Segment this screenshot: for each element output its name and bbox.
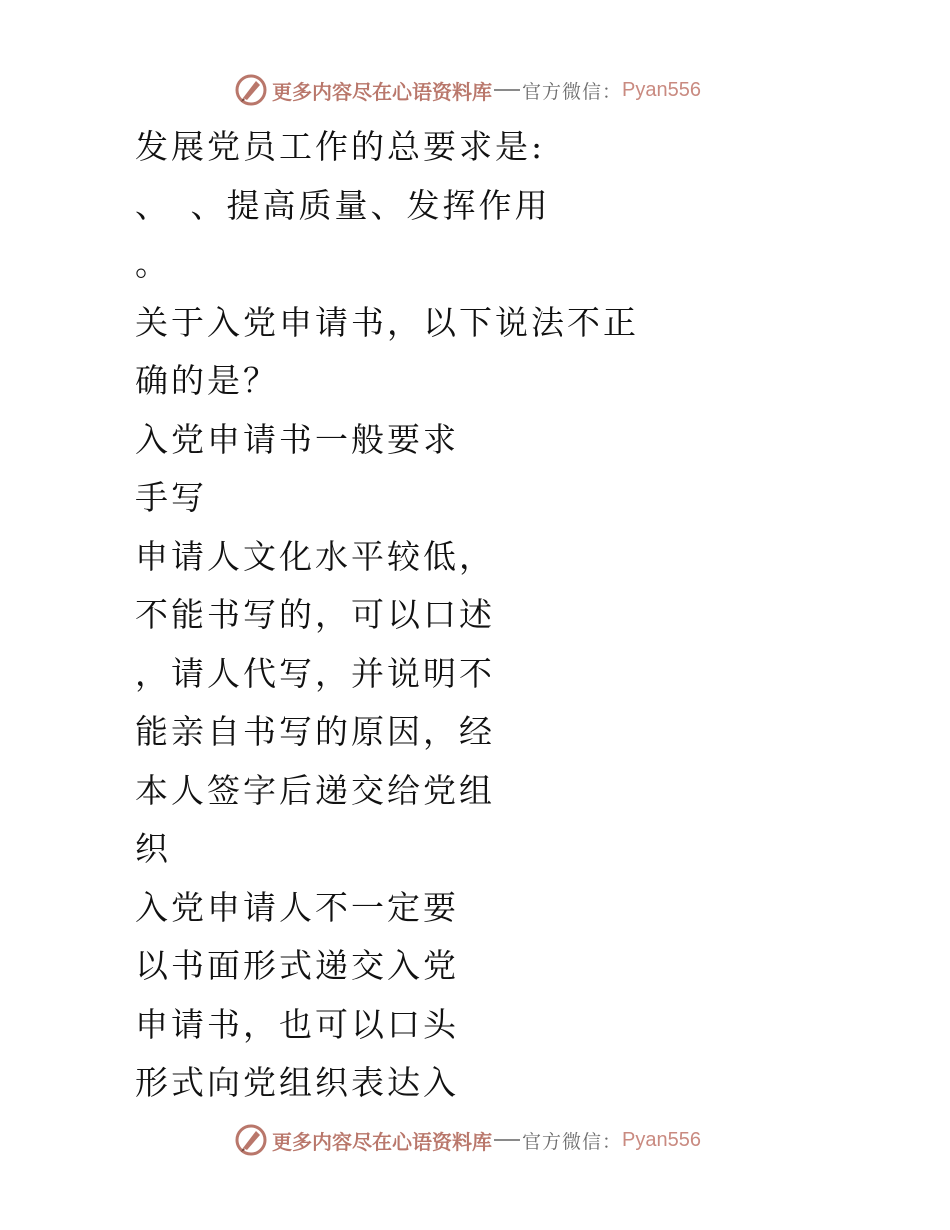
text-line: 确的是？ <box>135 361 279 400</box>
text-line: 发展党员工作的总要求是: <box>135 127 546 166</box>
pen-logo-icon <box>234 1123 268 1157</box>
text-line: 能亲自书写的原因，经 <box>135 712 495 751</box>
banner-brand-text: 更多内容尽在心语资料库 <box>272 79 492 104</box>
banner-wechat-id: Pyan556 <box>622 1128 701 1151</box>
text-line: 入党申请书一般要求 <box>135 419 459 459</box>
banner-dash <box>494 1139 520 1141</box>
text-line: 申请人文化水平较低， <box>135 536 495 576</box>
text-line: 申请书，也可以口头 <box>135 1004 459 1044</box>
banner-wechat-id: Pyan556 <box>622 78 701 101</box>
text-line: 手写 <box>135 478 207 517</box>
text-line: 形式向党组织表达入 <box>135 1063 459 1102</box>
banner-official-label: 官方微信： <box>522 80 623 103</box>
banner-dash <box>494 89 520 91</box>
text-line: ，请人代写，并说明不 <box>135 653 495 693</box>
header-watermark-banner <box>234 70 701 110</box>
document-body <box>135 118 835 1113</box>
text-line: 、 、提高质量、发挥作用 <box>135 185 551 225</box>
footer-watermark-banner <box>234 1120 701 1160</box>
text-line: 织 <box>135 829 171 868</box>
banner-brand-text: 更多内容尽在心语资料库 <box>272 1129 492 1154</box>
text-line: 入党申请人不一定要 <box>135 887 459 927</box>
text-line: 以书面形式递交入党 <box>135 946 459 985</box>
text-line: 。 <box>135 244 171 283</box>
text-line: 关于入党申请书，以下说法不正 <box>135 302 639 342</box>
text-line: 不能书写的，可以口述 <box>135 595 495 634</box>
text-line: 本人签字后递交给党组 <box>135 770 495 810</box>
pen-logo-icon <box>234 73 268 107</box>
banner-official-label: 官方微信： <box>522 1130 623 1153</box>
